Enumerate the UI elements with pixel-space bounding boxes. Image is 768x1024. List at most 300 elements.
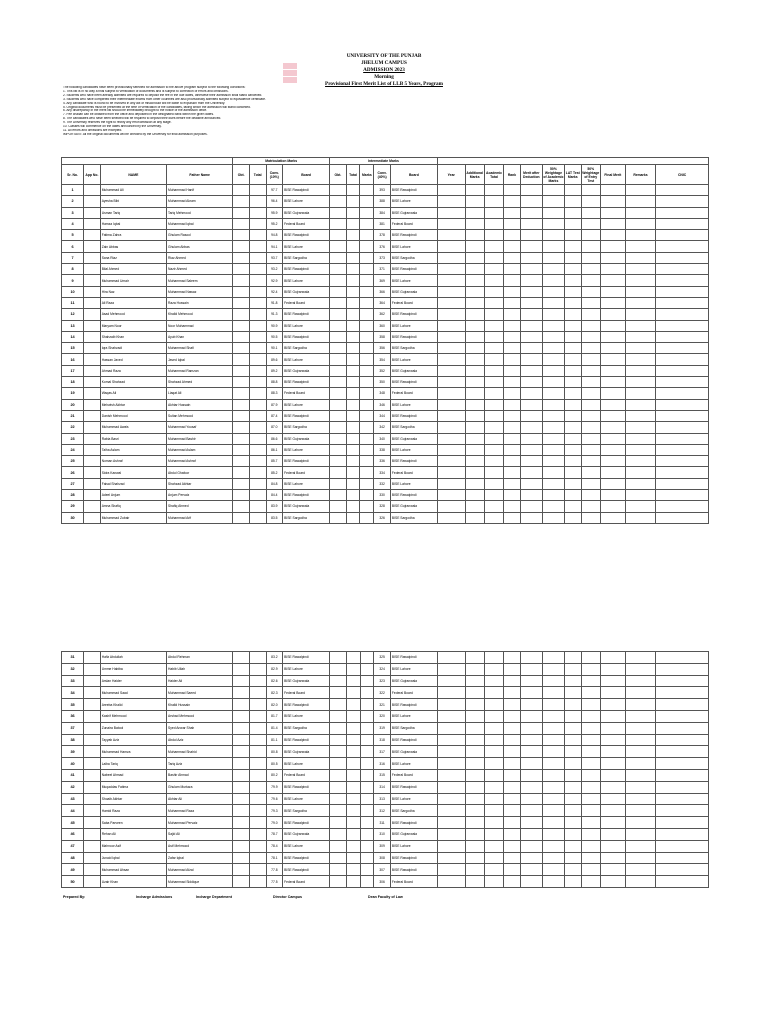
year-cell (437, 467, 465, 478)
final-merit-cell (600, 746, 625, 758)
name-cell: Rabia Basri (100, 433, 166, 444)
remarks-cell (625, 444, 655, 455)
final-merit-cell (600, 264, 625, 275)
rank-cell (504, 444, 521, 455)
matric-board-cell: BISE Sargodha (283, 422, 330, 433)
matric-conv-cell: 89.6 (266, 354, 283, 365)
matric-total-cell (249, 478, 266, 489)
entry-test-weightage-cell (581, 699, 600, 711)
academic-weightage-cell (542, 758, 564, 770)
column-header: Academic Total (484, 165, 503, 185)
matric-conv-cell: 82.0 (266, 699, 283, 711)
group-header-matric: Matriculation Marks (233, 158, 330, 165)
father-name-cell: Syed Anwar Shah (167, 722, 233, 734)
rank-cell (504, 365, 521, 376)
column-header: Year (437, 165, 465, 185)
merit-after-deduction-cell (520, 467, 542, 478)
merit-after-deduction-cell (520, 828, 542, 840)
matric-obt-cell (233, 805, 250, 817)
column-header: Rank (504, 165, 521, 185)
father-name-cell: Muhammad Saeed (167, 687, 233, 699)
matric-board-cell: BISE Rawalpindi (283, 852, 330, 864)
inter-board-cell: Federal Board (390, 876, 437, 888)
inter-total-cell (346, 456, 360, 467)
additional-marks-cell (465, 365, 484, 376)
inter-board-cell: BISE Lahore (390, 399, 437, 410)
additional-marks-cell (465, 675, 484, 687)
year-cell (437, 805, 465, 817)
column-header: 50% Weightage of Academic Marks (543, 166, 564, 183)
inter-obt-cell (330, 241, 347, 252)
matric-board-cell: BISE Lahore (283, 241, 330, 252)
inter-total-cell (346, 275, 360, 286)
matric-total-cell (249, 512, 266, 523)
matric-conv-cell: 83.9 (266, 501, 283, 512)
inter-marks-cell (360, 264, 374, 275)
table-row (62, 652, 709, 664)
cnic-cell (656, 185, 709, 196)
app-no-cell (84, 793, 101, 805)
lat-marks-cell (565, 758, 582, 770)
inter-conv-cell: 378 (374, 230, 391, 241)
inter-obt-cell (330, 275, 347, 286)
academic-weightage-cell (542, 490, 564, 501)
cnic-cell (656, 478, 709, 489)
lat-marks-cell (565, 196, 582, 207)
inter-board-cell: BISE Gujranwala (390, 501, 437, 512)
lat-marks-cell (565, 769, 582, 781)
app-no-cell (84, 734, 101, 746)
merit-table-page-1 (61, 157, 709, 524)
cnic-cell (656, 365, 709, 376)
app-no-cell (84, 512, 101, 523)
entry-test-weightage-cell (581, 410, 600, 421)
inter-conv-cell: 369 (374, 275, 391, 286)
matric-conv-cell: 81.7 (266, 710, 283, 722)
matric-board-cell: BISE Rawalpindi (283, 309, 330, 320)
merit-after-deduction-cell (520, 478, 542, 489)
rank-cell (504, 207, 521, 218)
inter-obt-cell (330, 230, 347, 241)
cnic-cell (656, 433, 709, 444)
matric-total-cell (249, 722, 266, 734)
cnic-cell (656, 781, 709, 793)
matric-conv-cell: 89.2 (266, 365, 283, 376)
merit-after-deduction-cell (520, 275, 542, 286)
lat-marks-cell (565, 218, 582, 229)
name-cell: Muhammad Hamza (100, 746, 166, 758)
inter-obt-cell (330, 264, 347, 275)
final-merit-cell (600, 252, 625, 263)
inter-total-cell (346, 687, 360, 699)
sr-no-cell: 36 (62, 710, 84, 722)
merit-after-deduction-cell (520, 722, 542, 734)
cnic-cell (656, 734, 709, 746)
additional-marks-cell (465, 687, 484, 699)
entry-test-weightage-cell (581, 207, 600, 218)
father-name-cell: Bashir Ahmad (167, 769, 233, 781)
inter-conv-cell: 358 (374, 331, 391, 342)
table-row (62, 675, 709, 687)
academic-weightage-cell (542, 365, 564, 376)
father-name-cell: Ghulam Rasool (167, 230, 233, 241)
app-no-cell (84, 722, 101, 734)
matric-total-cell (249, 746, 266, 758)
matric-total-cell (249, 781, 266, 793)
lat-marks-cell (565, 399, 582, 410)
remarks-cell (625, 343, 655, 354)
lat-marks-cell (565, 377, 582, 388)
matric-conv-cell: 84.4 (266, 490, 283, 501)
inter-total-cell (346, 478, 360, 489)
father-name-cell: Muhammad Iqbal (167, 218, 233, 229)
matric-board-cell: BISE Gujranwala (283, 675, 330, 687)
academic-total-cell (484, 275, 503, 286)
matric-obt-cell (233, 817, 250, 829)
column-header: Sr. No. (62, 165, 84, 185)
final-merit-cell (600, 354, 625, 365)
inter-marks-cell (360, 478, 374, 489)
table-row (62, 365, 709, 376)
academic-weightage-cell (542, 852, 564, 864)
matric-board-cell: BISE Rawalpindi (283, 377, 330, 388)
cnic-cell (656, 343, 709, 354)
remarks-cell (625, 309, 655, 320)
year-cell (437, 422, 465, 433)
sr-no-cell: 7 (62, 252, 84, 263)
sr-no-cell: 17 (62, 365, 84, 376)
app-no-cell (84, 433, 101, 444)
matric-total-cell (249, 456, 266, 467)
inter-board-cell: BISE Rawalpindi (390, 185, 437, 196)
inter-total-cell (346, 781, 360, 793)
sr-no-cell: 47 (62, 840, 84, 852)
matric-total-cell (249, 365, 266, 376)
name-cell: Shahzaib Khan (100, 331, 166, 342)
academic-total-cell (484, 264, 503, 275)
academic-weightage-cell (542, 828, 564, 840)
inter-conv-cell: 312 (374, 805, 391, 817)
matric-obt-cell (233, 758, 250, 770)
rank-cell (504, 320, 521, 331)
final-merit-cell (600, 275, 625, 286)
academic-weightage-cell (542, 467, 564, 478)
rank-cell (504, 185, 521, 196)
matric-board-cell: BISE Lahore (283, 663, 330, 675)
matric-board-cell: BISE Rawalpindi (283, 490, 330, 501)
academic-total-cell (484, 207, 503, 218)
matric-board-cell: BISE Lahore (283, 710, 330, 722)
final-merit-cell (600, 478, 625, 489)
matric-obt-cell (233, 876, 250, 888)
academic-weightage-cell (542, 399, 564, 410)
cnic-cell (656, 388, 709, 399)
sr-no-cell: 5 (62, 230, 84, 241)
table-row (62, 399, 709, 410)
year-cell (437, 286, 465, 297)
final-merit-cell (600, 758, 625, 770)
inter-total-cell (346, 207, 360, 218)
inter-board-cell: BISE Rawalpindi (390, 410, 437, 421)
app-no-cell (84, 320, 101, 331)
father-name-cell: Muhammad Akram (167, 196, 233, 207)
app-no-cell (84, 828, 101, 840)
sr-no-cell: 24 (62, 444, 84, 455)
remarks-cell (625, 275, 655, 286)
name-cell: Amna Shafiq (100, 501, 166, 512)
inter-obt-cell (330, 422, 347, 433)
inter-conv-cell: 311 (374, 817, 391, 829)
additional-marks-cell (465, 252, 484, 263)
additional-marks-cell (465, 456, 484, 467)
final-merit-cell (600, 399, 625, 410)
inter-obt-cell (330, 207, 347, 218)
cnic-cell (656, 512, 709, 523)
father-name-cell: Muhammad Afzal (167, 864, 233, 876)
entry-test-weightage-cell (581, 652, 600, 664)
inter-marks-cell (360, 817, 374, 829)
inter-marks-cell (360, 433, 374, 444)
additional-marks-cell (465, 264, 484, 275)
matric-obt-cell (233, 309, 250, 320)
merit-after-deduction-cell (520, 388, 542, 399)
matric-board-cell: BISE Sargodha (283, 512, 330, 523)
sr-no-cell: 25 (62, 456, 84, 467)
academic-total-cell (484, 388, 503, 399)
rank-cell (504, 805, 521, 817)
year-cell (437, 687, 465, 699)
cnic-cell (656, 864, 709, 876)
academic-weightage-cell (542, 218, 564, 229)
matric-conv-cell: 94.1 (266, 241, 283, 252)
inter-marks-cell (360, 309, 374, 320)
app-no-cell (84, 876, 101, 888)
sr-no-cell: 13 (62, 320, 84, 331)
year-cell (437, 828, 465, 840)
lat-marks-cell (565, 410, 582, 421)
lat-marks-cell (565, 467, 582, 478)
final-merit-cell (600, 699, 625, 711)
additional-marks-cell (465, 354, 484, 365)
table-row (62, 320, 709, 331)
matric-board-cell: BISE Rawalpindi (283, 264, 330, 275)
inter-total-cell (346, 388, 360, 399)
final-merit-cell (600, 230, 625, 241)
year-cell (437, 207, 465, 218)
matric-conv-cell: 81.4 (266, 722, 283, 734)
column-header: Final Merit (600, 165, 625, 185)
final-merit-cell (600, 444, 625, 455)
rank-cell (504, 343, 521, 354)
inter-board-cell: BISE Rawalpindi (390, 309, 437, 320)
inter-marks-cell (360, 769, 374, 781)
inter-obt-cell (330, 433, 347, 444)
year-cell (437, 331, 465, 342)
remarks-cell (625, 828, 655, 840)
lat-marks-cell (565, 433, 582, 444)
table-row (62, 230, 709, 241)
inter-marks-cell (360, 377, 374, 388)
table-row (62, 207, 709, 218)
matric-board-cell: BISE Gujranwala (283, 286, 330, 297)
matric-board-cell: BISE Rawalpindi (283, 652, 330, 664)
cnic-cell (656, 252, 709, 263)
matric-total-cell (249, 230, 266, 241)
additional-marks-cell (465, 207, 484, 218)
rank-cell (504, 769, 521, 781)
merit-after-deduction-cell (520, 864, 542, 876)
app-no-cell (84, 687, 101, 699)
year-cell (437, 399, 465, 410)
academic-total-cell (484, 331, 503, 342)
sr-no-cell: 19 (62, 388, 84, 399)
final-merit-cell (600, 675, 625, 687)
sr-no-cell: 16 (62, 354, 84, 365)
inter-obt-cell (330, 377, 347, 388)
merit-after-deduction-cell (520, 377, 542, 388)
name-cell: Laiba Tariq (100, 758, 166, 770)
remarks-cell (625, 512, 655, 523)
inter-conv-cell: 326 (374, 512, 391, 523)
table-row (62, 793, 709, 805)
matric-conv-cell: 90.1 (266, 343, 283, 354)
inter-board-cell: BISE Sargodha (390, 422, 437, 433)
remarks-cell (625, 320, 655, 331)
inter-board-cell: BISE Gujranwala (390, 746, 437, 758)
inter-board-cell: BISE Rawalpindi (390, 734, 437, 746)
additional-marks-cell (465, 817, 484, 829)
remarks-cell (625, 264, 655, 275)
inter-board-cell: BISE Rawalpindi (390, 377, 437, 388)
rank-cell (504, 828, 521, 840)
merit-after-deduction-cell (520, 840, 542, 852)
inter-obt-cell (330, 805, 347, 817)
note-line: 7. Fee challan can be obtained from the office and deposited in the designated bank within the given dates. (63, 113, 214, 117)
inter-marks-cell (360, 331, 374, 342)
lat-marks-cell (565, 840, 582, 852)
matric-conv-cell: 94.8 (266, 230, 283, 241)
matric-total-cell (249, 710, 266, 722)
matric-conv-cell: 78.7 (266, 828, 283, 840)
cnic-cell (656, 805, 709, 817)
merit-after-deduction-cell (520, 207, 542, 218)
inter-board-cell: BISE Sargodha (390, 805, 437, 817)
matric-conv-cell: 79.3 (266, 805, 283, 817)
remarks-cell (625, 388, 655, 399)
inter-obt-cell (330, 652, 347, 664)
lat-marks-cell (565, 264, 582, 275)
lat-marks-cell (565, 185, 582, 196)
rank-cell (504, 230, 521, 241)
column-header-row (62, 165, 709, 185)
final-merit-cell (600, 185, 625, 196)
additional-marks-cell (465, 501, 484, 512)
remarks-cell (625, 422, 655, 433)
table-row (62, 252, 709, 263)
inter-marks-cell (360, 793, 374, 805)
father-name-cell: Javed Iqbal (167, 354, 233, 365)
app-no-cell (84, 805, 101, 817)
matric-board-cell: BISE Sargodha (283, 343, 330, 354)
additional-marks-cell (465, 399, 484, 410)
sr-no-cell: 23 (62, 433, 84, 444)
inter-total-cell (346, 410, 360, 421)
merit-after-deduction-cell (520, 252, 542, 263)
year-cell (437, 309, 465, 320)
year-cell (437, 746, 465, 758)
father-name-cell: Ghulam Murtaza (167, 781, 233, 793)
table-row (62, 805, 709, 817)
matric-board-cell: BISE Gujranwala (283, 501, 330, 512)
matric-total-cell (249, 793, 266, 805)
inter-total-cell (346, 793, 360, 805)
academic-weightage-cell (542, 876, 564, 888)
academic-total-cell (484, 490, 503, 501)
table-row (62, 746, 709, 758)
merit-after-deduction-cell (520, 320, 542, 331)
inter-conv-cell: 332 (374, 478, 391, 489)
matric-conv-cell: 79.6 (266, 793, 283, 805)
merit-after-deduction-cell (520, 734, 542, 746)
sr-no-cell: 15 (62, 343, 84, 354)
footer-dean-faculty: Dean Faculty of Law (368, 895, 403, 899)
father-name-cell: Zafar Iqbal (167, 852, 233, 864)
cnic-cell (656, 456, 709, 467)
sr-no-cell: 42 (62, 781, 84, 793)
inter-board-cell: BISE Sargodha (390, 252, 437, 263)
academic-weightage-cell (542, 320, 564, 331)
final-merit-cell (600, 840, 625, 852)
inter-conv-cell: 342 (374, 422, 391, 433)
table-row (62, 444, 709, 455)
academic-weightage-cell (542, 746, 564, 758)
academic-total-cell (484, 467, 503, 478)
year-cell (437, 478, 465, 489)
name-cell: Kashif Mehmood (100, 710, 166, 722)
rank-cell (504, 275, 521, 286)
matric-total-cell (249, 687, 266, 699)
merit-after-deduction-cell (520, 710, 542, 722)
entry-test-weightage-cell (581, 852, 600, 864)
matric-board-cell: BISE Gujranwala (283, 365, 330, 376)
father-name-cell: Muhammad Ashraf (167, 456, 233, 467)
additional-marks-cell (465, 699, 484, 711)
inter-marks-cell (360, 746, 374, 758)
inter-board-cell: BISE Rawalpindi (390, 864, 437, 876)
inter-total-cell (346, 746, 360, 758)
inter-obt-cell (330, 185, 347, 196)
inter-marks-cell (360, 734, 374, 746)
inter-conv-cell: 318 (374, 734, 391, 746)
inter-board-cell: BISE Lahore (390, 710, 437, 722)
matric-total-cell (249, 286, 266, 297)
year-cell (437, 196, 465, 207)
table-row (62, 377, 709, 388)
matric-board-cell: BISE Rawalpindi (283, 456, 330, 467)
matric-obt-cell (233, 297, 250, 308)
father-name-cell: Sajid Ali (167, 828, 233, 840)
inter-obt-cell (330, 320, 347, 331)
sr-no-cell: 29 (62, 501, 84, 512)
inter-marks-cell (360, 185, 374, 196)
cnic-cell (656, 264, 709, 275)
merit-after-deduction-cell (520, 512, 542, 523)
inter-board-cell: BISE Rawalpindi (390, 331, 437, 342)
final-merit-cell (600, 817, 625, 829)
inter-obt-cell (330, 864, 347, 876)
matric-total-cell (249, 252, 266, 263)
father-name-cell: Shahzad Ahmed (167, 377, 233, 388)
